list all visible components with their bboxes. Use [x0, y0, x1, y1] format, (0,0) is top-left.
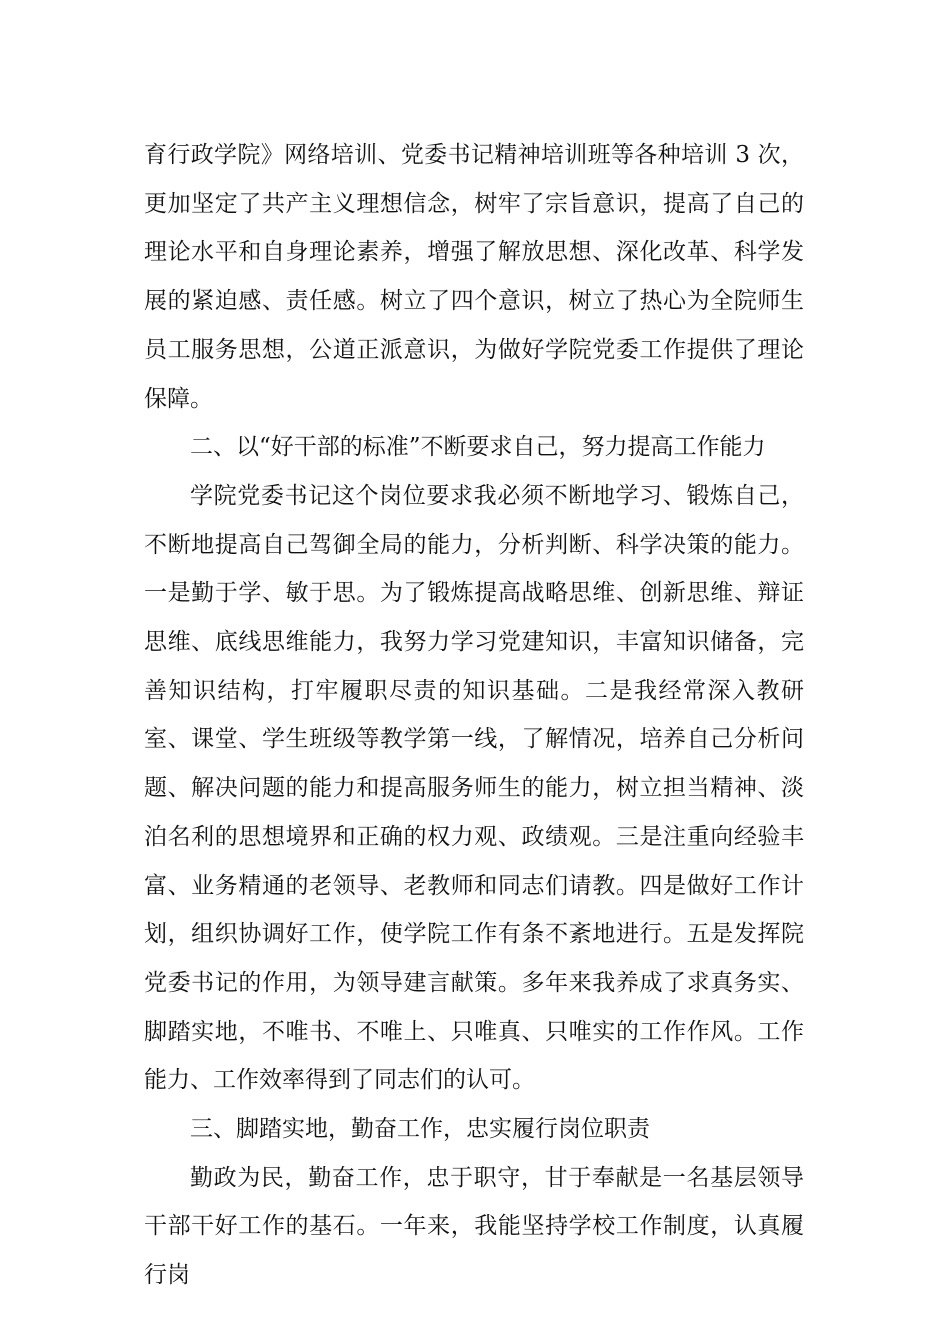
- paragraph-diligent-work: 勤政为民，勤奋工作，忠于职守，甘于奉献是一名基层领导干部干好工作的基石。一年来，我能坚持学校工作制度，认真履行岗: [144, 1164, 804, 1289]
- section-heading-three: 三、脚踏实地，勤奋工作，忠实履行岗位职责: [190, 1116, 650, 1143]
- document-body: [144, 131, 804, 1300]
- paragraph-theory-training: 育行政学院》网络培训、党委书记精神培训班等各种培训 3 次，更加坚定了共产主义理想信念，树牢了宗旨意识，提高了自己的理论水平和自身理论素养，增强了解放思想、深化改革、科学发展的紧迫感、责任感。树立了四个意识，树立了热心为全院师生员工服务思想，公道正派意识，为做好学院党委工作提供了理论保障。: [144, 142, 804, 412]
- section-heading-two: 二、以“好干部的标准”不断要求自己，努力提高工作能力: [190, 434, 766, 461]
- paragraph-work-ability: 学院党委书记这个岗位要求我必须不断地学习、锻炼自己，不断地提高自己驾御全局的能力，分析判断、科学决策的能力。一是勤于学、敏于思。为了锻炼提高战略思维、创新思维、辩证思维、底线思维能力，我努力学习党建知识，丰富知识储备，完善知识结构，打牢履职尽责的知识基础。二是我经常深入教研室、课堂、学生班级等教学第一线，了解情况，培养自己分析问题、解决问题的能力和提高服务师生的能力，树立担当精神、淡泊名利的思想境界和正确的权力观、政绩观。三是注重向经验丰富、业务精通的老领导、老教师和同志们请教。四是做好工作计划，组织协调好工作，使学院工作有条不紊地进行。五是发挥院党委书记的作用，为领导建言献策。多年来我养成了求真务实、脚踏实地，不唯书、不唯上、只唯真、只唯实的工作作风。工作能力、工作效率得到了同志们的认可。: [144, 482, 804, 1094]
